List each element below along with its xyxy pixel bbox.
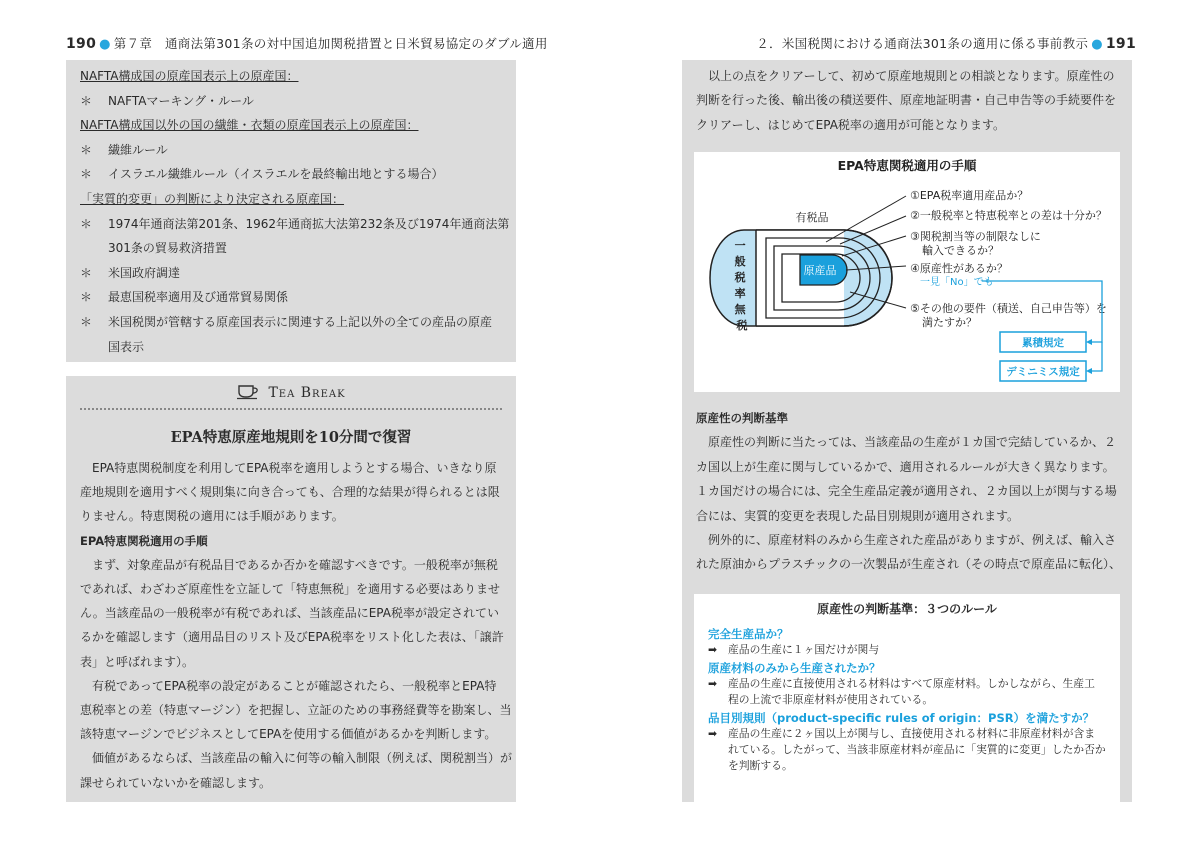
origin-list-text: 1974年通商法第201条、1962年通商拡大法第232条及び1974年通商法第 (108, 216, 510, 231)
tea-break-body (80, 456, 513, 795)
origin-list-text: 繊維ルール (108, 142, 168, 157)
text-line: であれば、わざわざ原産性を立証して「特恵無税」を適用する必要はありませ (80, 582, 501, 597)
left-page-number: 190 (66, 36, 97, 52)
teacup-icon (236, 384, 262, 400)
origin-list-text: NAFTA構成国の原産国表示上の原産国： (80, 69, 299, 83)
de-minimis-label: デミニミス規定 (1006, 366, 1080, 378)
origin-list-line (80, 236, 510, 261)
text-line: 恵税率との差（特恵マージン）を把握し、立証のための事務経費等を勘案し、当 (80, 703, 512, 718)
tea-break-box (66, 376, 516, 802)
criteria-heading: 原産性の判断基準 (696, 411, 788, 425)
bullet-dot-icon: ● (1091, 37, 1103, 52)
rule-answer-text: 産品の生産に１ヶ国だけが関与 (728, 643, 880, 656)
origin-product-label: 原産品 (803, 264, 837, 277)
asterisk-bullet-icon: ＊ (80, 142, 93, 157)
origin-list-line (80, 187, 510, 212)
origin-list-line (80, 212, 510, 237)
epa-procedure-diagram (694, 152, 1120, 392)
question-5a: ⑤その他の要件（積送、自己申告等）を (910, 302, 1107, 315)
question-3a: ③関税割当等の制限なしに (910, 230, 1041, 243)
origin-list-line (80, 335, 510, 360)
origin-list-line (80, 113, 510, 138)
text-line: 産地規則を適用すべく規則集に向き合っても、合理的な結果が得られるとは限 (80, 485, 500, 500)
rule-1-answer (708, 642, 1108, 658)
right-page-header (756, 34, 1136, 52)
origin-list-line (80, 261, 510, 286)
origin-list-box (66, 60, 516, 362)
origin-list-line (80, 310, 510, 335)
text-line: 判断を行った後、輸出後の積送要件、原産地証明書・自己申告等の手続要件を (696, 93, 1117, 108)
rule-answer-text: を判断する。 (728, 759, 793, 772)
tea-break-paragraph-2 (80, 553, 508, 674)
rules-title: 原産性の判断基準：３つのルール (817, 602, 997, 616)
rule-answer-text: 程の上流で非原産材料が使用されている。 (728, 693, 934, 706)
left-chapter-title: 第７章 通商法第301条の対中国追加関税措置と日米貿易協定のダブル適用 (113, 36, 548, 51)
rule-3-answer (708, 726, 1108, 774)
rule-answer-line (708, 692, 1108, 708)
text-line: 価値があるならば、当該産品の輸入に何等の輸入制限（例えば、関税割当）が (92, 751, 513, 766)
text-line: １カ国だけの場合には、完全生産品定義が適用され、２カ国以上が関与する場 (696, 484, 1117, 499)
rule-1-question: 完全生産品か？ (708, 627, 789, 641)
text-line: りません。特恵関税の適用には手順があります。 (80, 509, 344, 524)
dotted-divider (80, 408, 502, 410)
origin-list-text: 301条の貿易救済措置 (108, 241, 227, 256)
text-line: カ国以上が生産に関与しているかで、適用されるルールが大きく異なります。 (696, 459, 1115, 474)
text-line: 合には、実質的変更を表現した品目別規則が適用されます。 (696, 508, 1020, 523)
text-line: れた原油からプラスチックの一次製品が生産され（その時点で原産品に転化）、 (696, 557, 1122, 572)
text-line: まず、対象産品が有税品目であるか否かを確認すべきです。一般税率が無税 (92, 557, 498, 572)
origin-list-text: 米国税関が管轄する原産国表示に関連する上記以外の全ての産品の原産 (108, 314, 493, 329)
origin-list (80, 64, 510, 359)
criteria-paragraph-2 (696, 528, 1120, 577)
arrow-right-icon: ➡ (708, 643, 718, 656)
right-intro-text (696, 64, 1120, 137)
criteria-paragraph-1 (696, 430, 1120, 528)
question-1: ①EPA税率適用産品か？ (910, 189, 1029, 202)
origin-list-text: 国表示 (108, 339, 145, 354)
right-section-title: ２．米国税関における通商法301条の適用に係る事前教示 (756, 36, 1089, 51)
origin-list-line (80, 285, 510, 310)
rule-2-answer (708, 676, 1108, 708)
right-page-number: 191 (1105, 36, 1136, 52)
text-line: EPA特恵関税制度を利用してEPA税率を適用しようとする場合、いきなり原 (92, 461, 497, 475)
tea-break-paragraph-3 (80, 674, 512, 747)
procedure-diagram-svg (694, 152, 1120, 392)
tea-break-heading (66, 384, 516, 401)
text-line: 表」と呼ばれます）。 (80, 654, 195, 669)
text-line: 有税であってEPA税率の設定があることが確認されたら、一般税率とEPA特 (92, 678, 497, 693)
asterisk-bullet-icon: ＊ (80, 93, 93, 108)
origin-list-text: 「実質的変更」の判断により決定される原産国： (80, 191, 345, 206)
asterisk-bullet-icon: ＊ (80, 216, 93, 231)
origin-list-line (80, 89, 510, 114)
text-line: 例外的に、原産材料のみから生産された産品がありますが、例えば、輸入さ (708, 533, 1117, 548)
text-line: 原産性の判断に当たっては、当該産品の生産が１カ国で完結しているか、２ (708, 435, 1117, 450)
arrow-right-icon: ➡ (708, 727, 718, 740)
rule-answer-line (708, 726, 1108, 742)
rule-answer-text: れている。したがって、当該非原産材料が産品に「実質的に変更」したか否か (728, 743, 1106, 756)
origin-list-line (80, 64, 510, 89)
rule-3-question: 品目別規則（product-specific rules of origin：PSR）を満たすか？ (708, 711, 1095, 725)
text-line: 課せられていないかを確認します。 (80, 775, 272, 790)
rule-answer-line (708, 642, 1108, 658)
text-line: 以上の点をクリアーして、初めて原産地規則との相談となります。原産性の (708, 69, 1115, 83)
text-line: ん。当該産品の一般税率が有税であれば、当該産品にEPA税率が設定されてい (80, 606, 499, 621)
criteria-section (696, 406, 1120, 577)
asterisk-bullet-icon: ＊ (80, 167, 93, 182)
tea-break-paragraph-4 (80, 746, 513, 794)
rule-answer-line (708, 676, 1108, 692)
rule-answer-text: 産品の生産に直接使用される材料はすべて原産材料。しかしながら、生産工 (728, 677, 1095, 690)
tea-break-subheading: EPA特恵関税適用の手順 (80, 533, 208, 548)
origin-list-text: イスラエル繊維ルール（イスラエルを最終輸出地とする場合） (108, 167, 444, 182)
origin-list-text: 最恵国税率適用及び通常貿易関係 (108, 290, 289, 305)
origin-list-line (80, 162, 510, 187)
left-page-header (66, 34, 548, 52)
origin-list-text: NAFTA構成国以外の国の繊維・衣類の原産国表示上の原産国： (80, 118, 419, 133)
rule-2-question: 原産材料のみから生産されたか？ (708, 661, 881, 675)
question-3b: 輸入できるか？ (922, 244, 999, 257)
cumulation-label: 累積規定 (1022, 337, 1064, 349)
asterisk-bullet-icon: ＊ (80, 265, 93, 280)
text-line: 該特恵マージンでビジネスとしてEPAを使用する価値があるかを判断します。 (80, 727, 497, 742)
asterisk-bullet-icon: ＊ (80, 314, 93, 329)
text-line: クリアーし、はじめてEPA税率の適用が可能となります。 (696, 117, 1005, 132)
tea-break-paragraph-1 (80, 456, 508, 529)
question-5b: 満たすか？ (922, 316, 977, 329)
outer-label: 一 般 税 率 無 税 (734, 239, 748, 332)
arrow-right-icon: ➡ (708, 677, 718, 690)
taxable-label: 有税品 (795, 211, 829, 224)
question-4: ④原産性があるか？ (910, 262, 1008, 275)
origin-list-text: 米国政府調達 (108, 265, 181, 280)
origin-list-text: NAFTAマーキング・ルール (108, 93, 254, 108)
rule-answer-line (708, 742, 1108, 758)
question-2: ②一般税率と特恵税率との差は十分か？ (910, 209, 1107, 222)
rule-answer-line (708, 758, 1108, 774)
text-line: るかを確認します（適用品目のリスト及びEPA税率をリスト化した表は、「譲許 (80, 630, 504, 645)
asterisk-bullet-icon: ＊ (80, 290, 93, 305)
bullet-dot-icon: ● (99, 37, 111, 52)
origin-list-line (80, 138, 510, 163)
tea-break-title: EPA特恵原産地規則を10分間で復習 (170, 429, 412, 446)
three-rules-box (694, 594, 1120, 818)
question-4-note: 一見「No」でも (920, 277, 994, 288)
diagram-title: EPA特恵関税適用の手順 (837, 158, 977, 173)
tea-break-label: Tea Break (268, 385, 346, 401)
rule-answer-text: 産品の生産に２ヶ国以上が関与し、直接使用される材料に非原産材料が含ま (728, 727, 1096, 740)
